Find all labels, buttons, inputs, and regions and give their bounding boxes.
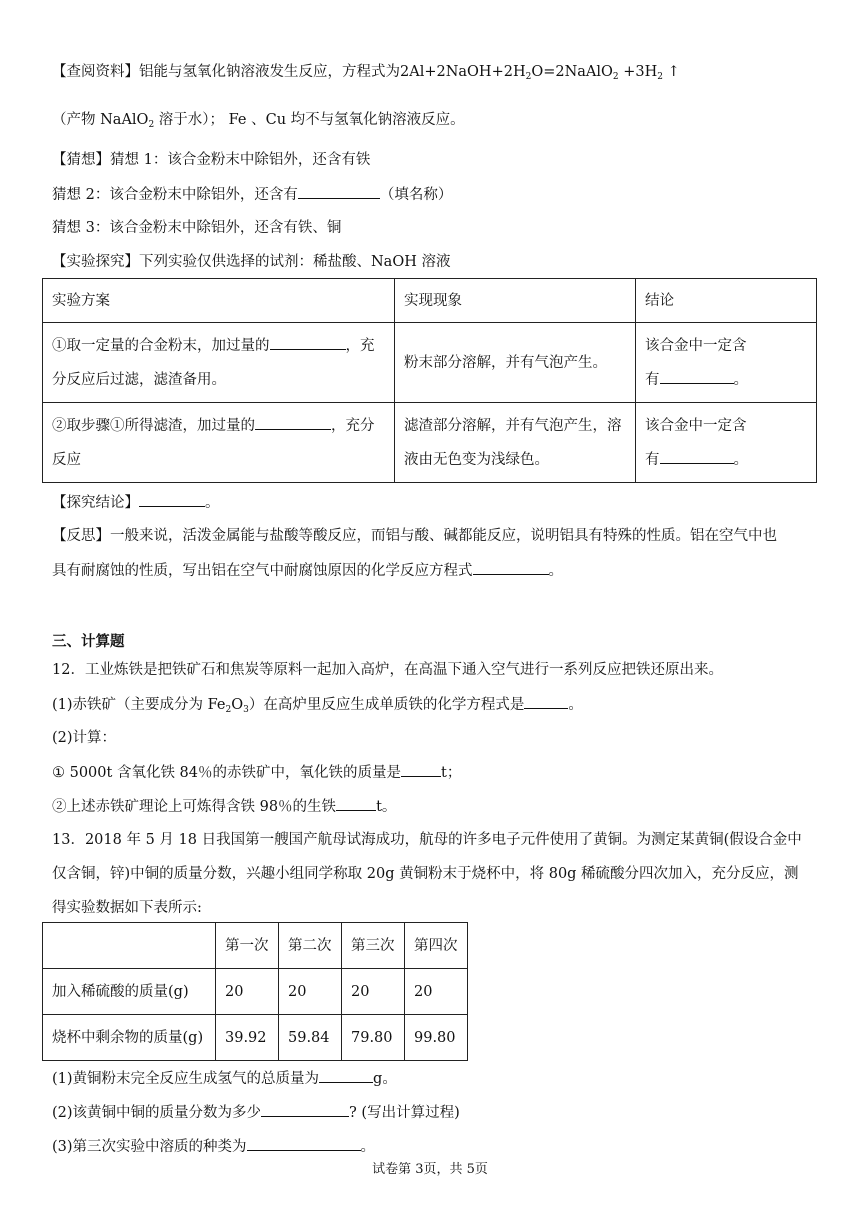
table-header: 第四次 [405, 923, 468, 969]
question-13-line-2: 仅含铜，锌)中铜的质量分数，兴趣小组同学称取 20g 黄铜粉末于烧杯中，将 80g 稀硫酸分四次加入，充分反应，测 [52, 866, 799, 882]
table-row [43, 323, 817, 403]
experiment-intro: 【实验探究】下列实验仅供选择的试剂：稀盐酸、NaOH 溶液 [52, 254, 451, 270]
table-cell: 20 [405, 969, 468, 1015]
question-12-part-1: (1)赤铁矿（主要成分为 $Fe_2O_3$）在高炉里反应生成单质铁的化学方程式是 。 [52, 694, 583, 715]
question-13-line-1: 13．2018 年 5 月 18 日我国第一艘国产航母试海成功，航母的许多电子元件使用了黄铜。为测定某黄铜(假设合金中 [52, 832, 802, 848]
reference-info-note: （产物 NaAlO$_2$ 溶于水）； Fe 、Cu 均不与氢氧化钠溶液反应。 [52, 112, 465, 130]
question-12-part-2a: ① 5000t 含氧化铁 84％的赤铁矿中，氧化铁的质量是 t； [52, 762, 461, 783]
table-cell: 该合金中一定含 有 。 [636, 403, 817, 483]
table-cell: ①取一定量的合金粉末，加过量的 ，充 分反应后过滤，滤渣备用。 [43, 323, 395, 403]
table-row [43, 1015, 468, 1061]
answer-blank[interactable] [660, 449, 734, 464]
table-cell: 烧杯中剩余物的质量(g) [43, 1015, 216, 1061]
table-cell: 20 [279, 969, 342, 1015]
question-12-part-2: (2)计算： [52, 730, 117, 746]
question-12: 12．工业炼铁是把铁矿石和焦炭等原料一起加入高炉，在高温下通入空气进行一系列反应把铁还原出来。 [52, 662, 723, 678]
reference-info-line: 【查阅资料】铝能与氢氧化钠溶液发生反应，方程式为$2Al+2NaOH+2H_2O=2NaAlO_2 +3H_2$ ↑ [52, 64, 680, 82]
answer-blank[interactable] [401, 762, 441, 777]
table-row [43, 969, 468, 1015]
reflection-line-1: 【反思】一般来说，活泼金属能与盐酸等酸反应，而铝与酸、碱都能反应，说明铝具有特殊的性质。铝在空气中也 [52, 528, 777, 544]
hypothesis-2: 猜想 2：该合金粉末中除铝外，还含有 （填名称） [52, 184, 452, 205]
table-cell: 滤渣部分溶解，并有气泡产生，溶 液由无色变为浅绿色。 [395, 403, 636, 483]
answer-blank[interactable] [255, 415, 331, 430]
table-cell: 20 [216, 969, 279, 1015]
answer-blank[interactable] [270, 335, 346, 350]
experiment-table [42, 278, 817, 483]
table-header-row [43, 923, 468, 969]
data-table [42, 922, 468, 1061]
table-header: 第二次 [279, 923, 342, 969]
question-13-part-1: (1)黄铜粉末完全反应生成氢气的总质量为 g。 [52, 1068, 397, 1089]
table-cell: 加入稀硫酸的质量(g) [43, 969, 216, 1015]
answer-blank[interactable] [261, 1102, 349, 1117]
table-cell: 99.80 [405, 1015, 468, 1061]
table-header: 结论 [636, 279, 817, 323]
table-cell: ②取步骤①所得滤渣，加过量的 ，充分 反应 [43, 403, 395, 483]
answer-blank[interactable] [336, 796, 376, 811]
table-cell: 粉末部分溶解，并有气泡产生。 [395, 323, 636, 403]
question-12-part-2b: ②上述赤铁矿理论上可炼得含铁 98％的生铁 t。 [52, 796, 396, 817]
table-cell: 20 [342, 969, 405, 1015]
question-13-part-3: (3)第三次实验中溶质的种类为 。 [52, 1136, 375, 1157]
hypothesis-1: 【猜想】猜想 1：该合金粉末中除铝外，还含有铁 [52, 152, 371, 168]
question-13-part-2: (2)该黄铜中铜的质量分数为多少 ? (写出计算过程) [52, 1102, 460, 1123]
answer-blank[interactable] [139, 492, 205, 507]
table-header: 实现现象 [395, 279, 636, 323]
answer-blank[interactable] [473, 560, 549, 575]
question-13-line-3: 得实验数据如下表所示: [52, 900, 202, 916]
table-cell: 79.80 [342, 1015, 405, 1061]
answer-blank[interactable] [247, 1136, 361, 1151]
table-header: 实验方案 [43, 279, 395, 323]
equation: $2Al+2NaOH+2H_2O=2NaAlO_2 +3H_2$ ↑ [400, 64, 680, 82]
page-footer: 试卷第 3页，共 5页 [372, 1162, 488, 1177]
table-header: 第一次 [216, 923, 279, 969]
conclusion-line: 【探究结论】 。 [52, 492, 220, 513]
section-title: 三、计算题 [52, 633, 125, 650]
table-header-row [43, 279, 817, 323]
answer-blank[interactable] [660, 369, 734, 384]
table-cell: 39.92 [216, 1015, 279, 1061]
table-header: 第三次 [342, 923, 405, 969]
table-cell: 该合金中一定含 有 。 [636, 323, 817, 403]
hypothesis-3: 猜想 3：该合金粉末中除铝外，还含有铁、铜 [52, 220, 342, 236]
table-cell: 59.84 [279, 1015, 342, 1061]
reflection-line-2: 具有耐腐蚀的性质，写出铝在空气中耐腐蚀原因的化学反应方程式 。 [52, 560, 563, 581]
table-row [43, 403, 817, 483]
answer-blank[interactable] [298, 184, 380, 199]
table-header [43, 923, 216, 969]
answer-blank[interactable] [524, 694, 568, 709]
answer-blank[interactable] [319, 1068, 373, 1083]
